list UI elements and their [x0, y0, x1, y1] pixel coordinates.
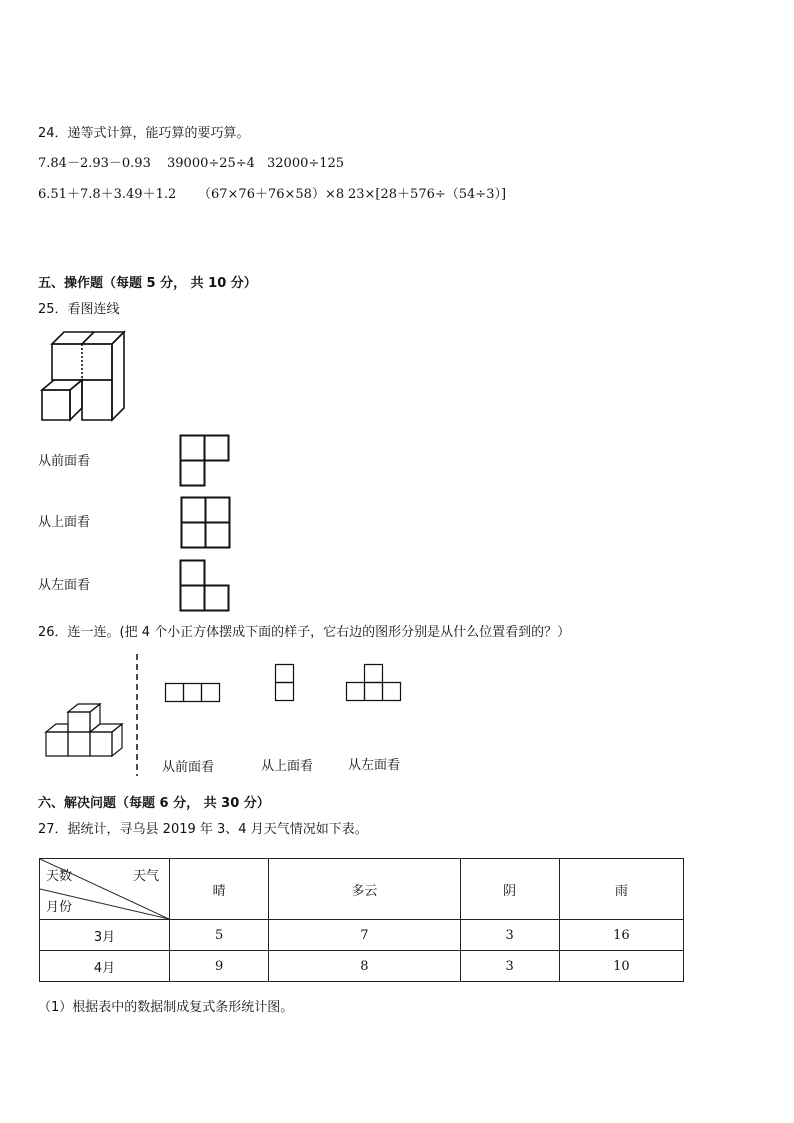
cell-value: 9 [170, 951, 269, 982]
corner-label-weather: 天气 [132, 869, 159, 884]
row-month: 3月 [40, 920, 170, 951]
col-header-cloudy: 多云 [269, 859, 460, 920]
q25-label-top: 从上面看 [38, 515, 91, 530]
q24-expr-2: 39000÷25÷4 [167, 156, 255, 171]
q25-cube-figure [40, 328, 132, 426]
q24-expr-1: 7.84－2.93－0.93 [38, 156, 151, 171]
table-corner-cell [40, 859, 170, 920]
weather-table [39, 858, 684, 982]
q24-expr-4: 6.51＋7.8＋3.49＋1.2 [38, 187, 177, 202]
q25-view-shape-2 [180, 496, 232, 550]
q24-expr-3: 32000÷125 [267, 156, 345, 171]
q26-label-top: 从上面看 [261, 759, 314, 774]
q26-dashed-divider [134, 654, 140, 776]
q24-expr-5: （67×76＋76×58）×8 [198, 187, 345, 202]
cell-value: 5 [170, 920, 269, 951]
q25-label-front: 从前面看 [38, 454, 91, 469]
q26-label-front: 从前面看 [162, 760, 215, 775]
q25-view-shape-1 [179, 434, 231, 488]
col-header-sunny: 晴 [170, 859, 269, 920]
table-row [40, 951, 684, 982]
section-5-title: 五、操作题（每题 5 分， 共 10 分） [38, 276, 257, 291]
q27-title: 27．据统计，寻乌县 2019 年 3、4 月天气情况如下表。 [38, 822, 368, 837]
row-month: 4月 [40, 951, 170, 982]
col-header-overcast: 阴 [460, 859, 559, 920]
q26-label-left: 从左面看 [348, 758, 401, 773]
cell-value: 3 [460, 920, 559, 951]
cell-value: 8 [269, 951, 460, 982]
corner-label-days: 天数 [46, 869, 73, 884]
q25-label-left: 从左面看 [38, 578, 91, 593]
cell-value: 3 [460, 951, 559, 982]
q24-title: 24．递等式计算，能巧算的要巧算。 [38, 126, 250, 141]
col-header-rain: 雨 [559, 859, 683, 920]
q26-cube-figure [44, 700, 126, 762]
cell-value: 10 [559, 951, 683, 982]
q25-view-shape-3 [179, 559, 231, 613]
cell-value: 16 [559, 920, 683, 951]
q27-sub1: （1）根据表中的数据制成复式条形统计图。 [38, 1000, 294, 1015]
q26-view-shape-1 [164, 682, 224, 704]
section-6-title: 六、解决问题（每题 6 分， 共 30 分） [38, 796, 270, 811]
table-row [40, 920, 684, 951]
corner-label-month: 月份 [46, 900, 73, 915]
q24-expr-6: 23×[28＋576÷（54÷3）] [348, 187, 507, 202]
q26-view-shape-3 [345, 663, 405, 703]
q26-title: 26．连一连。(把 4 个小正方体摆成下面的样子，它右边的图形分别是从什么位置看到的？） [38, 625, 571, 640]
q25-title: 25．看图连线 [38, 302, 120, 317]
cell-value: 7 [269, 920, 460, 951]
q26-view-shape-2 [274, 663, 296, 703]
